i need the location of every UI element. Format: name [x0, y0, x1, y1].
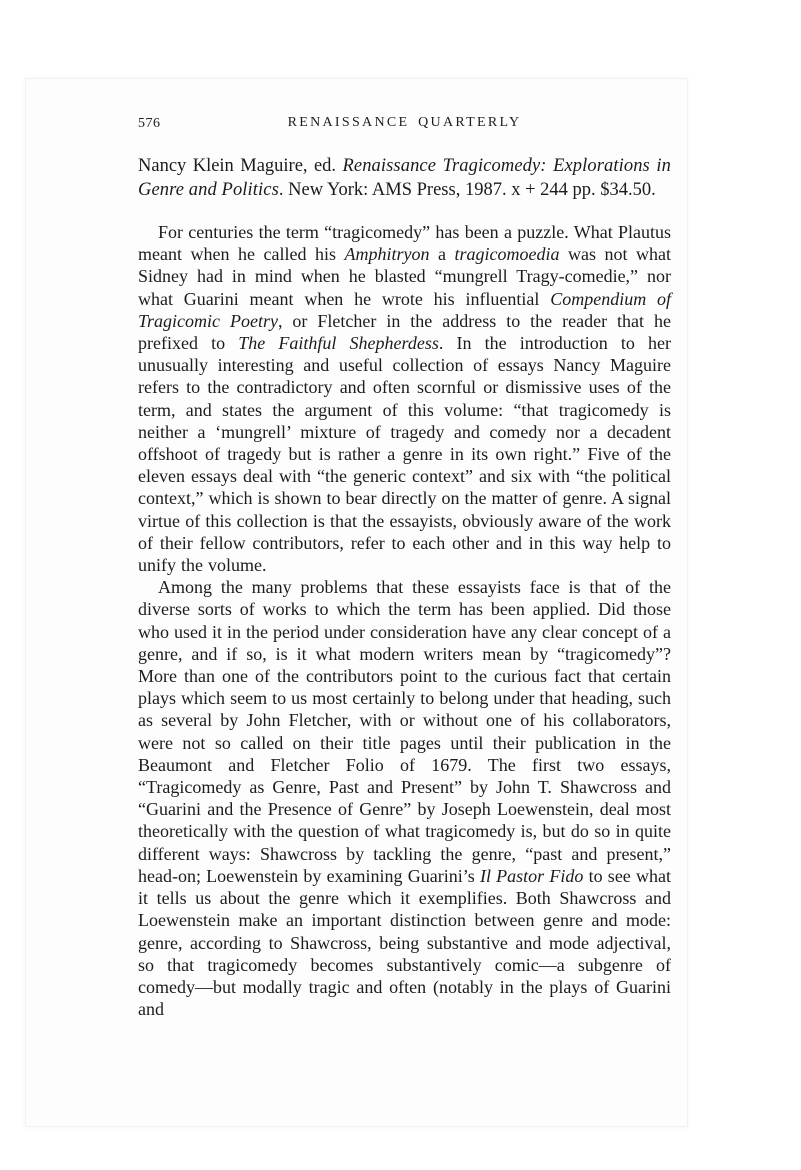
- scanned-page: [25, 78, 688, 1127]
- page-number: 576: [138, 116, 161, 131]
- book-citation: Nancy Klein Maguire, ed. Renaissance Tragicomedy: Explorations in Genre and Politics. New York: AMS Press, 1987. x + 244 pp. $34.50.: [138, 156, 671, 200]
- review-body: [138, 221, 671, 1020]
- journal-title: RENAISSANCE QUARTERLY: [287, 115, 522, 130]
- review-paragraph-2: Among the many problems that these essayists face is that of the diverse sorts of works to which the term has been applied. Did those who used it in the period under consideration have any clear concept of a genre, and if so, is it what modern writers mean by “tragicomedy”? More than one of the contributors point to the curious fact that certain plays which seem to us most certainly to belong under that heading, such as several by John Fletcher, with or without one of his collaborators, were not so called on their title pages until their publication in the Beaumont and Fletcher Folio of 1679. The first two essays, “Tragicomedy as Genre, Past and Present” by John T. Shawcross and “Guarini and the Presence of Genre” by Joseph Loewenstein, deal most theoretically with the question of what tragicomedy is, but do so in quite different ways: Shawcross by tackling the genre, “past and present,” head-on; Loewenstein by examining Guarini’s Il Pastor Fido to see what it tells us about the genre which it exemplifies. Both Shawcross and Loewenstein make an important distinction between genre and mode: genre, according to Shawcross, being substantive and mode adjectival, so that tragicomedy becomes substantively comic—a subgenre of comedy—but modally tragic and often (notably in the plays of Guarini and: [138, 577, 671, 1020]
- review-paragraph-1: For centuries the term “tragicomedy” has been a puzzle. What Plautus meant when he called his Amphitryon a tragicomoedia was not what Sidney had in mind when he blasted “mungrell Tragy-comedie,” nor what Guarini meant when he wrote his influential Compendium of Tragicomic Poetry, or Fletcher in the address to the reader that he prefixed to The Faithful Shepherdess. In the introduction to her unusually interesting and useful collection of essays Nancy Maguire refers to the contradictory and often scornful or dismissive uses of the term, and states the argument of this volume: “that tragicomedy is neither a ‘mungrell’ mixture of tragedy and comedy nor a decadent offshoot of tragedy but is rather a genre in its own right.” Five of the eleven essays deal with “the generic context” and six with “the political context,” which is shown to bear directly on the matter of genre. A signal virtue of this collection is that the essayists, obviously aware of the work of their fellow contributors, refer to each other and in this way help to unify the volume.: [138, 222, 672, 576]
- running-header: [138, 115, 671, 135]
